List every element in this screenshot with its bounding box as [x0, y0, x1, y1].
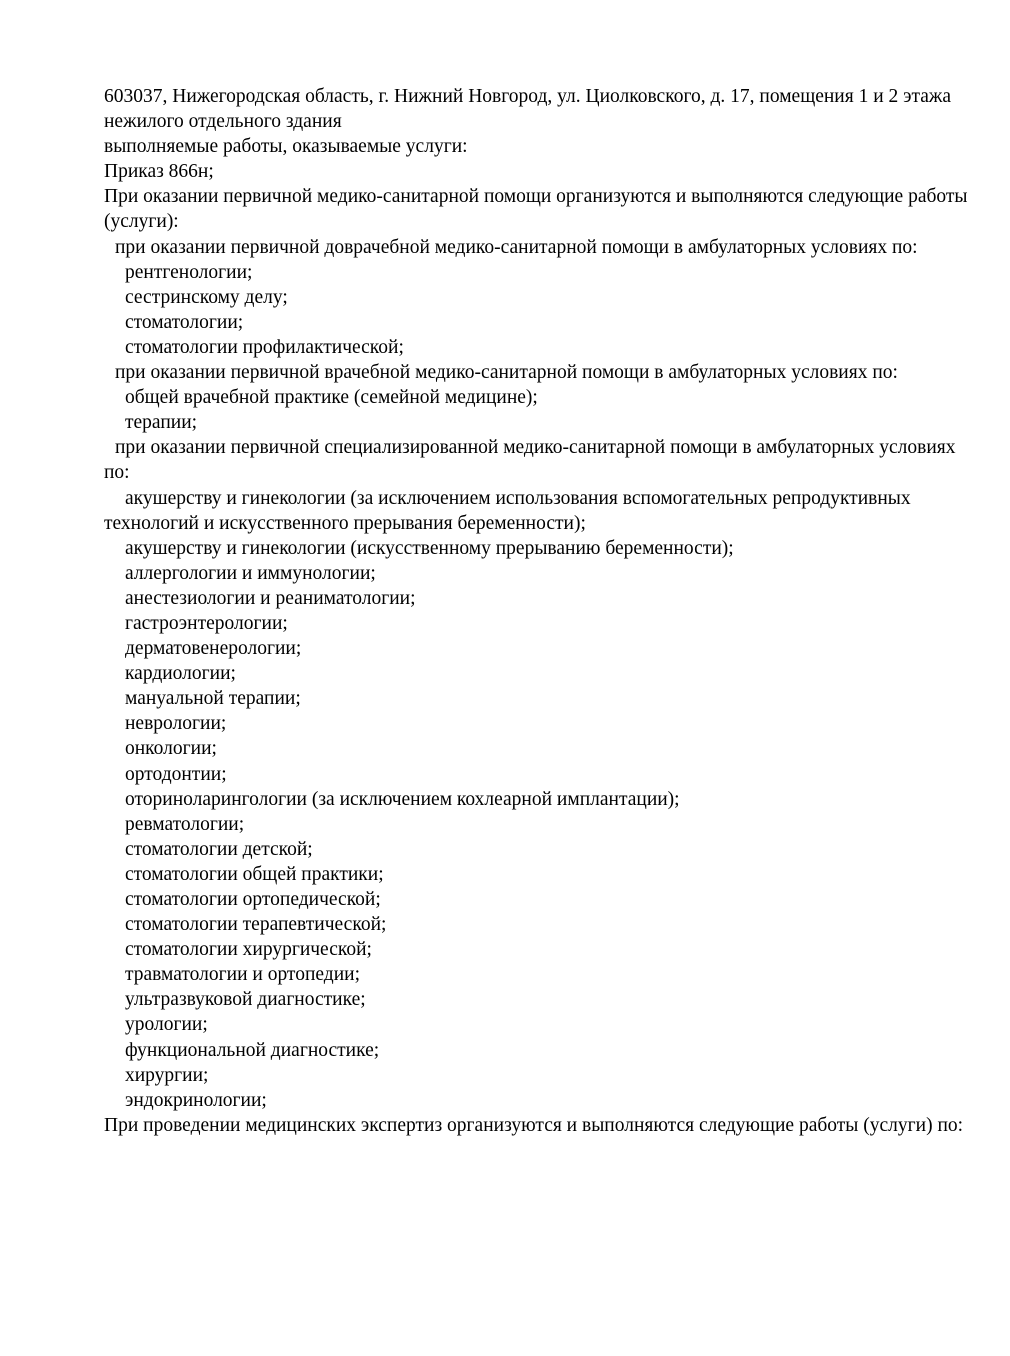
list-item: рентгенологии;: [125, 261, 253, 283]
list-item: травматологии и ортопедии;: [125, 964, 360, 986]
paragraph: Приказ 866н;: [104, 161, 214, 183]
list-item: хирургии;: [125, 1064, 209, 1086]
list-item: стоматологии общей практики;: [125, 863, 384, 885]
list-item: стоматологии детской;: [125, 838, 313, 860]
paragraph: при оказании первичной доврачебной медико-санитарной помощи в амбулаторных условиях по:: [115, 236, 918, 258]
list-item: ультразвуковой диагностике;: [125, 989, 366, 1011]
paragraph: при оказании первичной врачебной медико-санитарной помощи в амбулаторных условиях по:: [115, 362, 898, 384]
list-item: ортодонтии;: [125, 763, 227, 785]
list-item: ревматологии;: [125, 813, 245, 835]
list-item: стоматологии терапевтической;: [125, 914, 387, 936]
list-item: аллергологии и иммунологии;: [125, 562, 376, 584]
list-item: дерматовенерологии;: [125, 638, 302, 660]
paragraph: 603037, Нижегородская область, г. Нижний Новгород, ул. Циолковского, д. 17, помещения 1 и 2 этажа нежилого отдельного здания: [104, 86, 952, 133]
list-item: акушерству и гинекологии (искусственному прерыванию беременности);: [125, 537, 734, 559]
list-item: стоматологии ортопедической;: [125, 889, 381, 910]
list-item: гастроэнтерологии;: [125, 612, 288, 634]
list-item: урологии;: [125, 1014, 208, 1036]
list-item: мануальной терапии;: [125, 688, 301, 710]
list-item: терапии;: [125, 412, 198, 434]
paragraph: При оказании первичной медико-санитарной помощи организуются и выполняются следующие работы (услуги):: [104, 186, 968, 233]
paragraph: выполняемые работы, оказываемые услуги:: [104, 136, 468, 158]
list-item: анестезиологии и реаниматологии;: [125, 587, 416, 609]
list-item: сестринскому делу;: [125, 286, 288, 308]
paragraph: при оказании первичной специализированной медико-санитарной помощи в амбулаторных условиях по:: [104, 437, 956, 484]
list-item: оториноларингологии (за исключением кохлеарной имплантации);: [125, 788, 680, 810]
list-item: функциональной диагностике;: [125, 1039, 380, 1061]
document-body: [104, 84, 970, 1138]
list-item: эндокринологии;: [125, 1089, 267, 1111]
list-item: общей врачебной практике (семейной медицине);: [125, 387, 538, 409]
list-item: неврологии;: [125, 713, 227, 735]
list-item: стоматологии профилактической;: [125, 336, 404, 358]
list-item: стоматологии хирургической;: [125, 939, 372, 961]
list-item: онкологии;: [125, 738, 217, 760]
list-item: стоматологии;: [125, 311, 244, 333]
paragraph: При проведении медицинских экспертиз организуются и выполняются следующие работы (услуги) по:: [104, 1114, 964, 1136]
list-item: кардиологии;: [125, 663, 236, 685]
list-item: акушерству и гинекологии (за исключением использования вспомогательных репродуктивных технологий и искусственного прерывания беременности);: [104, 487, 911, 534]
